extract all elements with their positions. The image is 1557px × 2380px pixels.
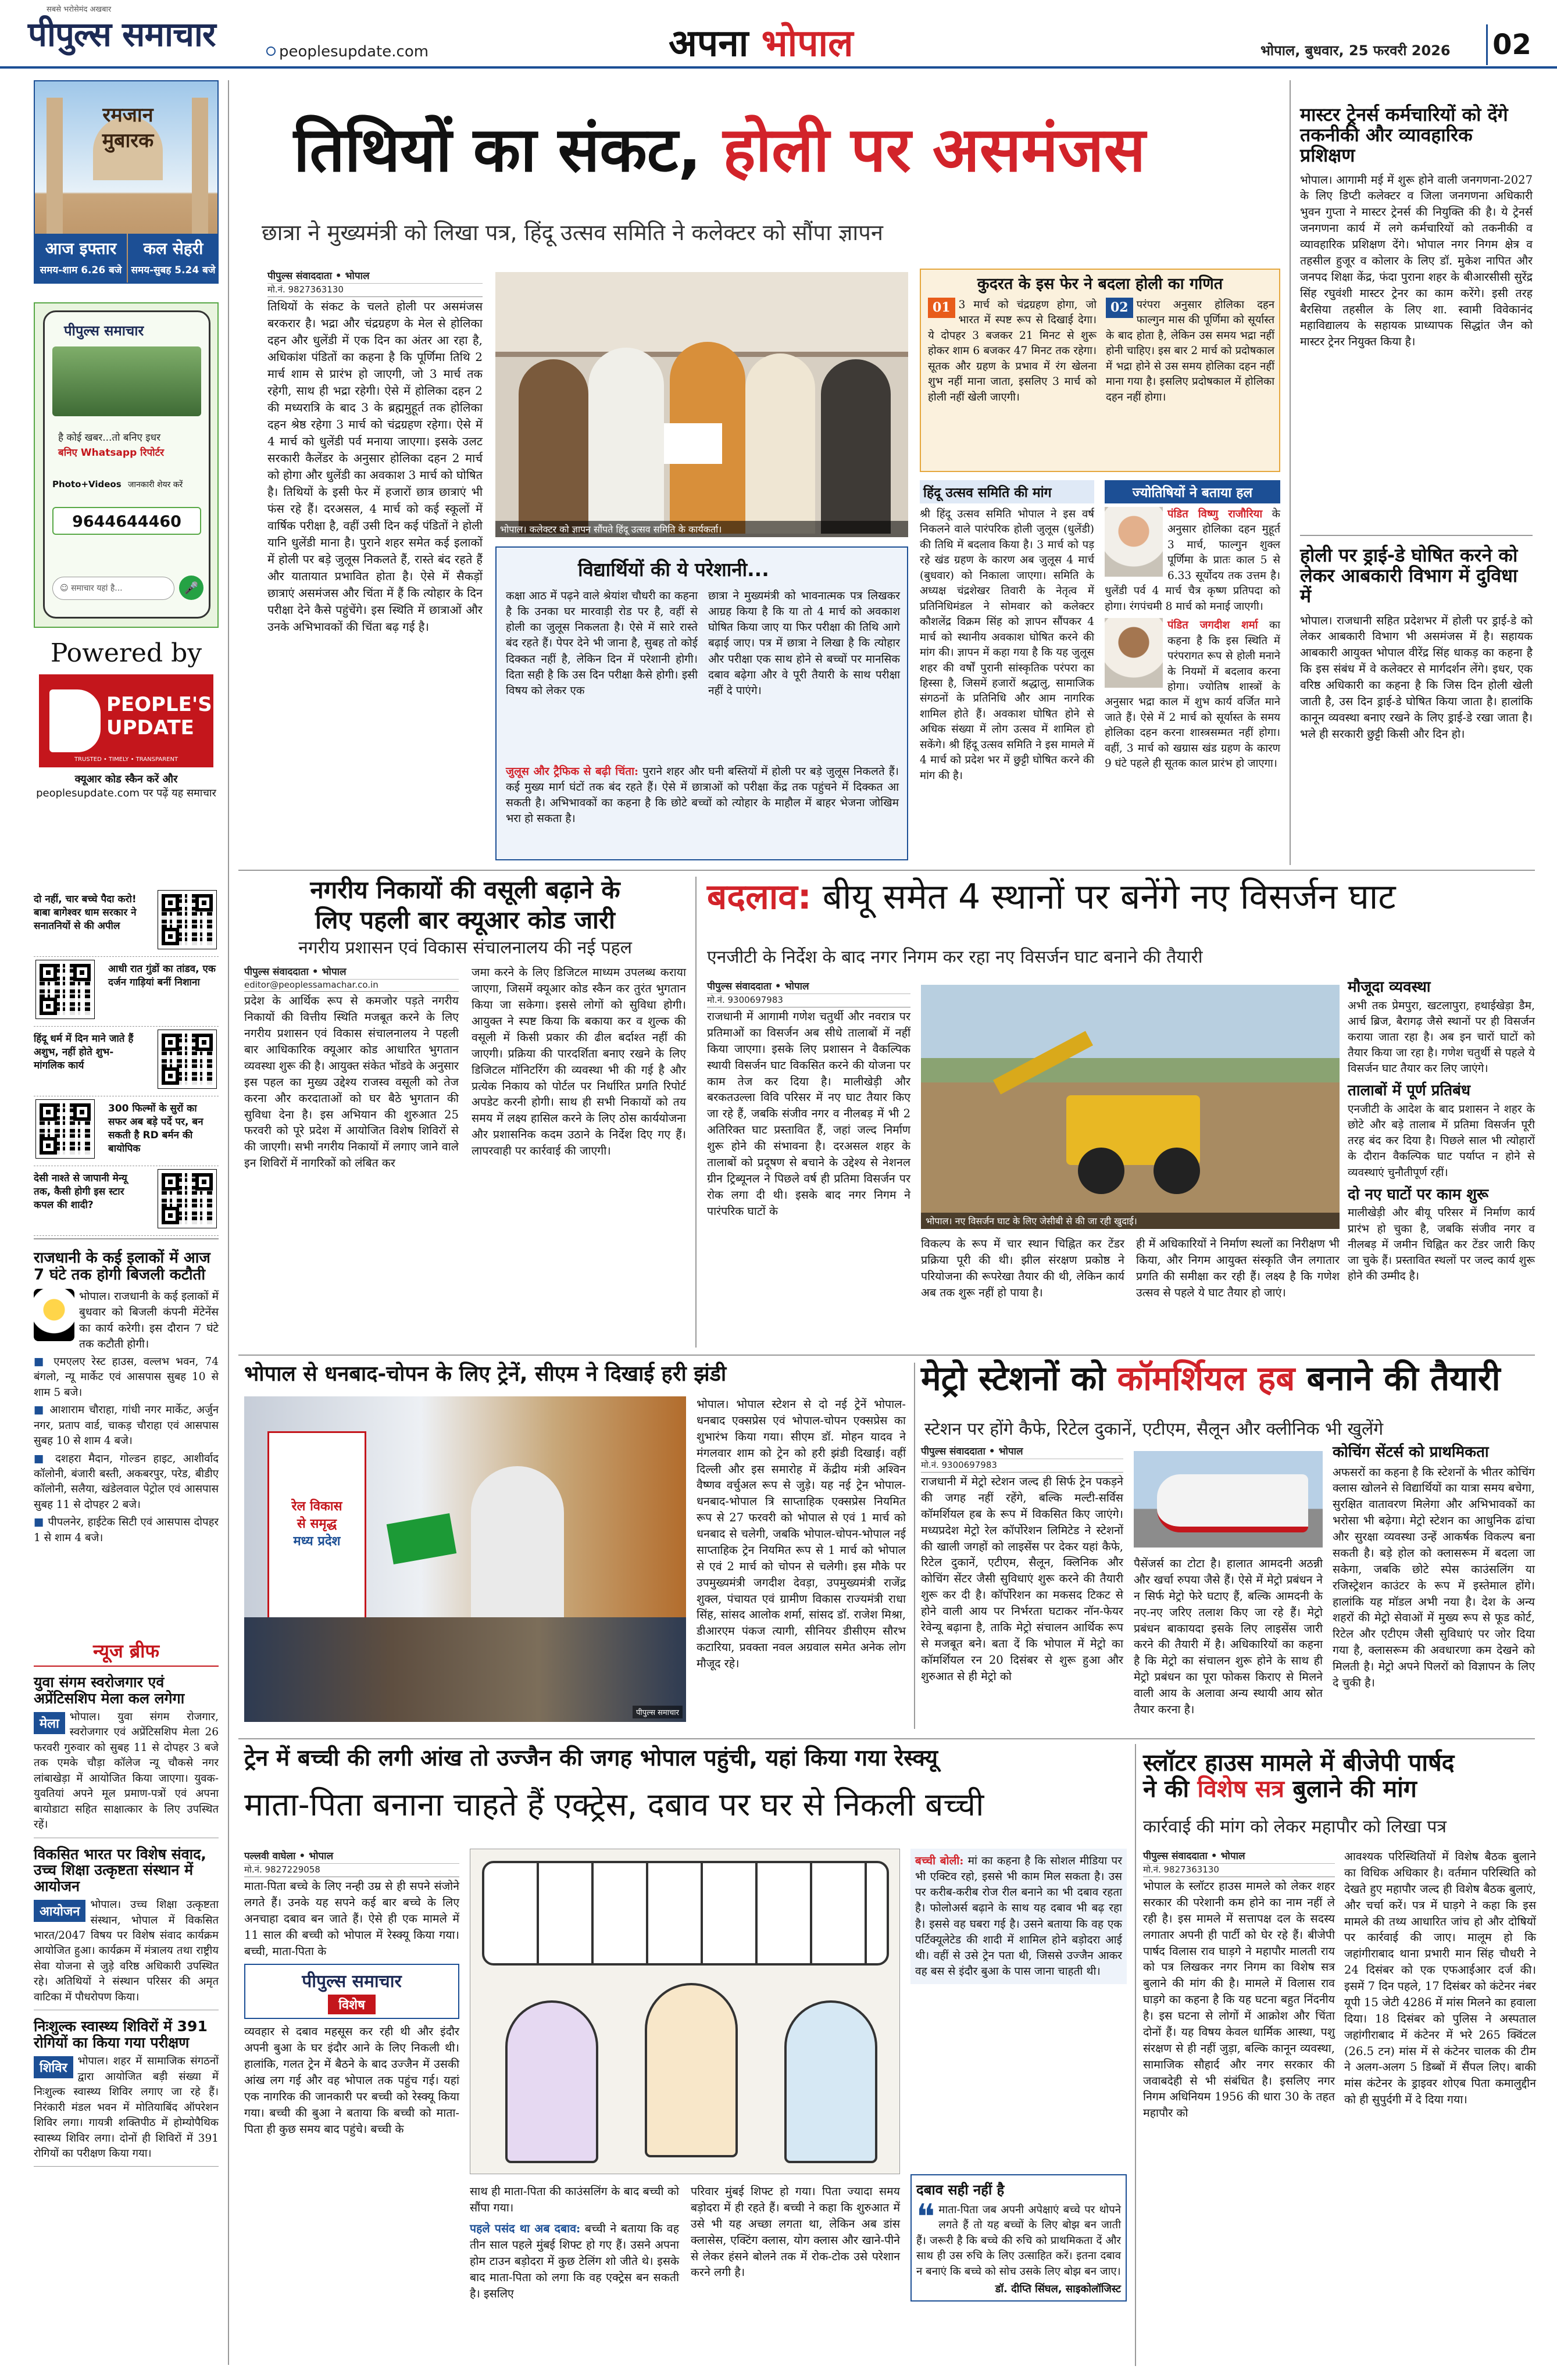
rescue-byline [244,1849,459,1877]
rescue-brand: पीपुल्स समाचार [302,1971,402,1992]
person-5 [821,359,891,534]
slaughter-title-a: स्लॉटर हाउस मामले में बीजेपी पार्षद [1143,1749,1455,1777]
brief-tag: शिविर [34,2056,73,2078]
students-box [495,546,908,860]
sehri-label: कल सेहरी [143,239,203,258]
trainers-title: मास्टर ट्रेनर्स कर्मचारियों को देंगे तकनीकी और व्यावहारिक प्रशिक्षण [1300,103,1508,167]
brief-tag: मेला [34,1712,65,1734]
brief-item [34,2018,219,2167]
power-cut-item-text: पीपलनेर, हाईटेक सिटी एवं आसपास दोपहर 1 से शाम 4 बजे। [34,1516,219,1544]
rail-banner [267,1431,366,1623]
nature-point-2 [1106,298,1274,405]
mic-icon[interactable]: 🎤 [179,576,203,600]
bullet-icon: ■ [34,1516,48,1529]
qr-story-item[interactable] [34,1029,219,1096]
astro-portrait-1 [1105,507,1163,577]
qr-story-text: दो नहीं, चार बच्चे पैदा करो! बाबा बागेश्वर धाम सरकार ने सनातनियों से की अपील [34,894,137,932]
rescue-expert-title: दबाव सही नहीं है [916,2182,1005,2198]
ramzan-title-2: मुबारक [102,129,154,152]
whatsapp-promo [34,302,219,628]
lead-deck: छात्रा ने मुख्यमंत्री को लिखा पत्र, हिंदू उत्सव समिति ने कलेक्टर को सौंपा ज्ञापन [262,220,883,245]
ghat-sidebar [1348,979,1535,1284]
scan-text: क्यूआर कोड स्कैन करें और [74,773,178,786]
jcb-wheel-2 [1154,1148,1200,1194]
iftar-box [35,234,127,284]
ghat-title: बीयू समेत 4 स्थानों पर बनेंगे नए विसर्जन घाट [822,877,1396,917]
ghat-col-2: विकल्प के रूप में चार स्थान चिह्नित कर टेंडर प्रक्रिया पूरी की थी। झील संरक्षण प्रकोष्ठ ने परियोजना की रूपरेखा तैयार की थी, लेकिन कार्य अब तक शुरू नहीं हो पाया है। [921,1237,1124,1299]
nature-point-1-text: 3 मार्च को चंद्रग्रहण होगा, जो भारत में स्पष्ट रूप से दिखाई देगा। ये दोपहर 3 बजकर 21 मिनट से शुरू होकर शाम 6 बजकर 47 मिनट तक रहेगा। सूतक और ग्रहण के प्रभाव में रंग खेलना शुभ नहीं माना जाता, इसलिए 3 मार्च को होली नहीं खेली जाएगी। [928,299,1097,403]
rescue-col-1-text: माता-पिता बच्चे के लिए नन्ही उम्र से ही सपने संजोने लगते हैं। उनके यह सपने कई बार बच्चे के लिए अनचाहा दबाव बन जाते हैं। ऐसे ही एक मामले में 11 साल की बच्ची को भोपाल में रेस्क्यू किया गया। बच्ची, माता-पिता के [244,1879,459,1958]
whatsapp-input[interactable] [52,577,174,600]
qr-story-title-1: नगरीय निकायों की वसूली बढ़ाने के [310,875,620,904]
brief-title: युवा संगम स्वरोजगार एवं अप्रेंटिसशिप मेला कल लगेगा [34,1674,185,1707]
rescue-quote-body: मां का कहना है कि सोशल मीडिया पर भी एक्टिव रहो, इससे भी काम मिल सकता है। उस पर करीब-करीब रोज रील बनाने का भी दबाव रहता है। फोलोअर्स बढ़ाने के साथ यह दबाव भी बढ़ रहा है। इससे वह घबरा गई है। उसने बताया कि वह एक पर्टिक्यूलेटेड की शादी में शामिल होने बड़ोदरा आई थी। वहीं से उसे ट्रेन पता थी, जिससे उज्जैन आकर वह बस से इंदौर बुआ के पास जाना चाहती थी। [915,1854,1122,1978]
jcb-arm [993,1031,1093,1094]
ghat-side-h2: तालाबों में पूर्ण प्रतिबंध [1348,1082,1470,1100]
ramzan-title-1: रमजान [102,103,153,127]
samiti-story [920,480,1094,784]
qr-finder-icon [162,1067,179,1085]
bulb-icon [34,1289,74,1341]
nature-point-2-num: 02 [1106,298,1133,318]
whatsapp-photo-label: Photo+Videos [52,479,122,489]
rescue-special-badge [244,1964,459,2019]
sehri-box [128,234,219,284]
students-foot-lead: जुलूस और ट्रैफिक से बढ़ी चिंता: [506,765,639,778]
qr-finder-icon [40,964,57,981]
astro-p2-text: का कहना है कि इस स्थिति में परंपरागत रूप से होली मनाने के नियमों में बदलाव करना होगा। ज्योतिष शास्त्रों के अनुसार भद्रा काल में शुभ कार्य वर्जित माने जाते हैं। ऐसे में 2 मार्च को सूर्यास्त के समय होलिका दहन करना शास्त्रसम्मत नहीं होगा। वहीं, 3 मार्च को खग्रास खंड ग्रहण के कारण 9 घंटे पहले ही सूतक काल प्रारंभ हो जाएगा। [1105,619,1280,770]
dryday-title: होली पर ड्राई-डे घोषित करने को लेकर आबकारी विभाग में दुविधा में [1300,544,1518,607]
ghat-photo-caption: भोपाल। नए विसर्जन घाट के लिए जेसीबी से की जा रही खुदाई। [921,1213,1340,1229]
lead-byline-text: पीपुल्स संवाददाता • भोपाल [267,270,370,282]
power-cut-item [34,1403,219,1449]
rescue-brand-tag: विशेष [328,1995,376,2014]
section-title [669,23,854,64]
iftar-time: समय-शाम 6.26 बजे [40,265,122,276]
trains-photo-credit: पीपुल्स समाचार [633,1706,683,1718]
iftar-label: आज इफ्तार [45,239,117,258]
whatsapp-brand: पीपुल्स समाचार [64,323,144,339]
slaughter-deck: कार्रवाई की मांग को लेकर महापौर को लिखा पत्र [1143,1817,1447,1837]
students-foot-text: पुराने शहर और घनी बस्तियों में होली पर बड़े जुलूस निकलते हैं। कई मुख्य मार्ग घंटों तक बंद रहते हैं। ऐसे में छात्राओं को परीक्षा केंद्र तक पहुंचने में दिक्कत आ सकती है। अभिभावकों का कहना है कि छोटे बच्चों को त्योहार के माहौल में बाहर भेजना जोखिम भरा हो सकता है। [506,765,899,826]
section-title-red: भोपाल [761,22,854,65]
qr-story-byline-text: पीपुल्स संवाददाता • भोपाल [244,966,347,978]
qr-story-text: हिंदू धर्म में दिन माने जाते हैं अशुभ, नहीं होते शुभ-मांगलिक कार्य [34,1033,134,1071]
metro-train [1157,1474,1308,1532]
qr-finder-icon [40,998,57,1015]
qr-story-mail: editor@peoplessamachar.co.in [244,979,459,990]
person-1 [519,359,588,534]
samiti-text: श्री हिंदू उत्सव समिति भोपाल ने इस वर्ष निकलने वाले पारंपरिक होली जुलूस (धुलेंडी) की तिथि में बदलाव किया है। 3 मार्च को पड़ रहे खंड ग्रहण के कारण अब जुलूस 4 मार्च (बुधवार) को निकाला जाएगा। समिति के अध्यक्ष चंद्रशेखर तिवारी के नेतृत्व में प्रतिनिधिमंडल ने सोमवार को कलेक्टर कौशलेंद्र विक्रम सिंह को ज्ञापन सौंपकर 4 मार्च को स्थानीय अवकाश घोषित करने की मांग की। ज्ञापन में कहा गया है कि यह जुलूस शहर की वर्षों पुरानी सांस्कृतिक परंपरा का हिस्सा है, जिसमें हजारों श्रद्धालु, सामाजिक संगठनों के प्रतिनिधि और आम नागरिक शामिल होते हैं। अवकाश घोषित होने से अधिक संख्या में लोग उत्सव में शामिल हो सकेंगे। श्री हिंदू उत्सव समिति ने इस मामले में 4 मार्च को प्रदेश भर में छुट्टी घोषित करने की मांग की है। [920,508,1094,782]
smile-icon: ☺ [60,584,69,593]
rescue-col-1b-text: व्यवहार से दबाव महसूस कर रही थी और इंदौर अपनी बुआ के घर इंदौर आने के लिए निकली थी। हालांकि, गलत ट्रेन में बैठने के बाद उज्जैन में उसकी आंख लग गई और वह भोपाल तक पहुंच गई। यहां एक नागरिक की जानकारी पर बच्ची को रेस्क्यू किया गया। बच्ची की बुआ ने बताया कि बच्ची को माता-पिता ही कुछ समय बाद पहुंचे। बच्ची के [244,2025,459,2136]
lead-body [267,269,483,635]
metro-title-a: मेट्रो स्टेशनों को [921,1359,1106,1398]
slaughter-title-c: बुलाने की मांग [1292,1775,1417,1803]
qr-story-deck: नगरीय प्रशासन एवं विकास संचालनालय की नई पहल [298,938,632,959]
slaughter-title-row [1143,1776,1538,1802]
train-sketch [482,1861,889,1966]
ghat-byline-text: पीपुल्स संवाददाता • भोपाल [707,981,809,992]
power-cut-story [34,1250,219,1546]
metro-body-1 [921,1444,1123,1684]
power-cut-item [34,1515,219,1546]
globe-icon [266,47,276,56]
qr-finder-icon [195,1034,213,1051]
memorandum-paper [664,423,722,464]
whatsapp-news-label: जानकारी शेयर करें [128,480,183,489]
ghat-byline [707,979,910,1007]
whatsapp-line2: बनिए Whatsapp रिपोर्टर [58,447,165,459]
slaughter-col-1-text: भोपाल के स्लॉटर हाउस मामले को लेकर शहर सरकार की परेशानी कम होने का नाम नहीं ले रही है। इस मामले में सत्तापक्ष दल के सदस्य लगातार अपनी ही पार्टी को घेर रहे हैं। बीजेपी पार्षद विलास राव घाड़गे ने महापौर मालती राय को पत्र लिखकर नगर निगम का विशेष सत्र बुलाने की मांग की है। मामले में विलास राव घाड़गे का कहना है कि यह घटना बहुत निंदनीय है। इस घटना से लोगों में आक्रोश और चिंता दोनों हैं। यह विषय केवल धार्मिक आस्था, पशु संरक्षण से ही नहीं जुड़ा, बल्कि कानून व्यवस्था, सामाजिक सौहार्द और नगर सरकार की जवाबदेही से भी संबंधित है। इसलिए नगर निगम अधिनियम 1956 की धारा 30 के तहत महापौर को [1143,1879,1335,2120]
qr-story-byline [244,964,459,992]
qr-finder-icon [162,894,179,912]
whatsapp-photo [52,346,201,416]
powered-label: Powered by [50,638,202,668]
trains-body: भोपाल। भोपाल स्टेशन से दो नई ट्रेनें भोपाल-धनबाद एक्सप्रेस एवं भोपाल-चोपन एक्सप्रेस का शुभारंभ किया गया। सीएम डॉ. मोहन यादव ने मंगलवार शाम को ट्रेन को हरी झंडी दिखाई। वहीं दिल्ली और इस समारोह में केंद्रीय मंत्री अश्विन वैष्णव वर्चुअल रूप से जुड़े। यह नई ट्रेन भोपाल-धनबाद-भोपाल त्रि साप्ताहिक एक्सप्रेस नियमित रूप से 27 फरवरी को भोपाल से एवं 1 मार्च को धनबाद से चलेगी, जबकि भोपाल-चोपन-भोपाल नई साप्ताहिक ट्रेन नियमित रूप से 1 मार्च को भोपाल से एवं 2 मार्च को चोपन से चलेगी। इस मौके पर उपमुख्यमंत्री जगदीश देवड़ा, उपमुख्यमंत्री राजेंद्र शुक्ल, पंचायत एवं ग्रामीण विकास राज्यमंत्री राधा सिंह, सांसद आलोक शर्मा, सांसद डॉ. राजेश मिश्रा, डीआरएम पंकज त्यागी, सीनियर डीसीएम सौरभ कटारिया, प्रवक्ता नवल अग्रवाल समेत अनेक लोग मौजूद रहे। [697,1398,906,1670]
nature-point-1-num: 01 [928,298,955,318]
minaret-left [47,98,63,237]
power-cut-title: राजधानी के कई इलाकों में आज 7 घंटे तक होगी बिजली कटौती [34,1249,210,1284]
logo-tag: TRUSTED • TIMELY • TRANSPARENT [74,756,178,763]
rescue-illustration [470,1849,900,2174]
whatsapp-line1: है कोई खबर...तो बनिए इधर [58,432,161,444]
qr-code-icon[interactable] [36,1100,94,1158]
trains-photo [244,1396,686,1722]
parent-right [784,2000,877,2163]
metro-byline [921,1444,1123,1473]
girl-sketch [645,1983,738,2157]
whatsapp-number[interactable]: 9644644460 [52,507,201,535]
rescue-expert-box [910,2174,1127,2302]
qr-code-icon[interactable] [158,891,216,949]
quote-icon: ❝ [916,2197,935,2238]
powered-by [34,639,219,800]
crowd [244,1617,686,1722]
students-foot [506,764,899,827]
brief-text: भोपाल। शहर में सामाजिक संगठनों द्वारा आयोजित बड़ी संख्या में निःशुल्क स्वास्थ्य शिविर लगाए जा रहे हैं। निरंकारी मंडल भवन में मोतियाबिंद ऑपरेशन शिविर लगा। गायत्री शक्तिपीठ में होम्योपैथिक स्वास्थ्य शिविर लगा। दोनों ही शिविरों में 391 रोगियों का परीक्षण किया गया। [34,2055,219,2160]
qr-finder-icon [40,1137,57,1155]
slaughter-byline [1143,1849,1335,1877]
rescue-headline: ट्रेन में बच्ची की लगी आंख तो उज्जैन की जगह भोपाल पहुंची, यहां किया गया रेस्क्यू [244,1745,938,1771]
ghat-side-p3: मालीखेड़ी और बीयू परिसर में निर्माण कार्य प्रारंभ हो चुका है, जबकि संजीव नगर व नीलबड़ में जमीन चिह्नित कर टेंडर जारी किए जा चुके हैं। प्रस्तावित स्थलों पर जल्द कार्य शुरू होने की उम्मीद है। [1348,1206,1535,1282]
brief-text: भोपाल। उच्च शिक्षा उत्कृष्टता संस्थान, भोपाल में विकसित भारत/2047 विषय पर विशेष संवाद कार्यक्रम आयोजित हुआ। कार्यक्रम में मंत्रालय तथा राष्ट्रीय सेवा योजना से जुड़े वरिष्ठ अधिकारी उपस्थित रहे। अतिथियों ने संस्थान परिसर की अमृत वाटिका में पौधरोपण किया। [34,1899,219,2003]
ghat-headline [707,878,1396,916]
students-col-2: छात्रा ने मुख्यमंत्री को भावनात्मक पत्र लिखकर आग्रह किया है कि या तो 4 मार्च को अवकाश घोषित किया जाए या फिर परीक्षा की तिथि आगे बढ़ाई जाए। पत्र में छात्रा ने लिखा है कि त्योहार और परीक्षा एक साथ होने से बच्चों पर मानसिक दबाव बढ़ेगा और वे पूरी तैयारी के साथ परीक्षा नहीं दे पाएंगे। [708,589,900,697]
qr-story-item[interactable] [34,1168,219,1236]
slaughter-title-red: विशेष सत्र [1197,1775,1285,1803]
lead-byline [267,269,483,297]
rail-banner-1: रेल विकास [291,1499,342,1514]
person-4 [745,353,815,534]
rescue-quote [910,1849,1127,1984]
masthead-tagline: सबसे भरोसेमंद अखबार [47,5,112,14]
logo-line2: UPDATE [106,716,194,740]
qr-story-list [34,889,219,1238]
brief-tag: आयोजन [34,1900,85,1922]
rescue-col-3: परिवार मुंबई शिफ्ट हो गया। पिता ज्यादा समय बड़ोदरा में ही रहते हैं। बच्ची ने कहा कि शुरुआत में उसे भी यह अच्छा लगता था, लेकिन अब डांस क्लासेस, एक्टिंग क्लास, योग क्लास और खाने-पीने से लेकर हंसने बोलने तक में रोक-टोक उसे परेशान करने लगी है। [691,2185,900,2279]
metro-byline-text: पीपुल्स संवाददाता • भोपाल [921,1446,1023,1457]
students-col-1: कक्षा आठ में पढ़ने वाले श्रेयांश चौधरी का कहना है कि उनका घर मारवाड़ी रोड पर है, वहीं से होली का जुलूस निकलता है। ऐसे में सारे रास्ते बंद रहते हैं। पेपर देने भी जाना है, सुबह तो कोई दिक्कत नहीं है, लेकिन दिन में परेशानी होगी। दिता सही है कि उस दिन परीक्षा कैसे होगी। इसी विषय को लेकर एक [506,589,698,697]
metro-mobile: मो.नं. 9300697983 [921,1459,1123,1471]
ramzan-box [34,80,219,284]
qr-finder-icon [195,1173,213,1191]
lead-mobile: मो.नं. 9827363130 [267,283,483,295]
power-cut-item [34,1452,219,1513]
qr-finder-icon [73,1103,91,1121]
astro-title: ज्योतिषियों ने बताया हल [1105,480,1280,503]
rescue-expert-name: डॉ. दीप्ति सिंघल, साइकोलॉजिस्ट [995,2283,1121,2296]
qr-finder-icon [73,964,91,981]
jcb-wheel-1 [1078,1148,1124,1194]
masthead-url[interactable]: peoplesupdate.com [279,43,429,60]
power-cut-intro: भोपाल। राजधानी के कई इलाकों में बुधवार को बिजली कंपनी मेंटेनेंस का कार्य करेगी। इस दौरान 7 घंटे तक कटौती होगी। [79,1290,219,1350]
lead-photo [495,272,908,537]
metro-title-red: कॉमर्शियल हब [1117,1359,1295,1398]
rescue-mobile: मो.नं. 9827229058 [244,1863,459,1875]
ghat-mobile: मो.नं. 9300697983 [707,994,910,1006]
brief-title: विकसित भारत पर विशेष संवाद, उच्च शिक्षा उत्कृष्टता संस्थान में आयोजन [34,1845,206,1895]
metro-col-1: राजधानी में मेट्रो स्टेशन जल्द ही सिर्फ ट्रेन पकड़ने की जगह नहीं रहेंगे, बल्कि मल्टी-सर्विस कॉमर्शियल हब के रूप में विकसित किए जाएंगे। मध्यप्रदेश मेट्रो रेल कॉर्पोरेशन लिमिटेड ने स्टेशनों की खाली जगहों को लाइसेंस पर देकर यहां कैफे, रिटेल दुकानें, एटीएम, सैलून, क्लिनिक और कोचिंग सेंटर जैसी सुविधाएं शुरू करने की तैयारी शुरू कर दी है। कॉर्पोरेशन का मकसद टिकट से होने वाली आय पर निर्भरता घटाकर नॉन-फेयर रेवेन्यू बढ़ाना है, ताकि मेट्रो संचालन आर्थिक रूप से मजबूत बने। बता दें कि भोपाल में मेट्रो का कॉमर्शियल रन 20 दिसंबर से शुरू हुआ और शुरुआत से ही मेट्रो को [921,1475,1123,1683]
news-brief-heading: न्यूज ब्रीफ [34,1638,219,1667]
slaughter-mobile: मो.नं. 9827363130 [1143,1863,1335,1875]
qr-finder-icon [40,1103,57,1121]
minaret-right [192,98,208,237]
rail-banner-3: मध्य प्रदेश [293,1534,341,1549]
slaughter-col-2: आवश्यक परिस्थितियों में विशेष बैठक बुलाने का विधिक अधिकार है। वर्तमान परिस्थिति को देखते हुए महापौर जल्द ही विशेष बैठक बुलाएं, और चर्चा करें। पत्र में घाड़गे ने कहा कि इस मामले की तथ्य आधारित जांच हो और दोषियों पर कार्रवाई की जाए। मालूम हो कि जहांगीराबाद थाना प्रभारी मान सिंह चौधरी ने 24 दिसंबर को एक एफआईआर दर्ज की। इसमें 7 दिन पहले, 17 दिसंबर को कंटेनर नंबर यूपी 15 जेटी 4286 में मांस मिलने का हवाला दिया। 18 दिसंबर को पुलिस ने अस्पताल जहांगीराबाद में कंटेनर में भरे 265 क्विंटल (26.5 टन) मांस में से कंटेनर चालक की टीम ने अलग-अलग 5 डिब्बों में सैंपल लिए। बाकी मांस कंटेनर के ड्राइवर शोएब पिता कमालुद्दीन को ही सुपुर्दगी में दे दिया गया। [1344,1850,1536,2107]
qr-code-icon[interactable] [158,1170,216,1228]
ghat-photo [921,985,1340,1229]
qr-story-col-1: प्रदेश के आर्थिक रूप से कमजोर पड़ते नगरीय निकायों की वित्तीय स्थिति मजबूत करने के लिए नगरीय प्रशासन एवं विकास संचालनालय ने पहली बार आधिकारिक क्यूआर कोड आधारित भुगतान व्यवस्था शुरू की है। आयुक्त संकेत भोंडवे के अनुसार इस पहल का मुख्य उद्देश्य राजस्व वसूली को तेज करना और करदाताओं को घर बैठे भुगतान की सुविधा देना है। इस अभियान की शुरुआत 25 फरवरी को पूरे प्रदेश में आयोजित विशेष शिविरों से की जाएगी। सभी नगरीय निकायों में लगाए जाने वाले इन शिविरों में नागरिकों को लंबित कर [244,994,459,1170]
qr-story-text: आधी रात गुंडों का तांडव, एक दर्जन गाड़ियां बनीं निशाना [108,963,216,988]
rescue-expert-text: माता-पिता जब अपनी अपेक्षाएं बच्चे पर थोपने लगते हैं तो यह बच्चों के लिए बोझ बन जाती हैं। जरूरी है कि बच्चे की रुचि को प्राथमिकता दें और साथ ही उस रुचि के लिए उत्साहित करें। इतना दबाव न बनाएं कि बच्चे को सोच उसके लिए बोझ बन जाए। [916,2204,1121,2278]
astro-p2-name: पंडित जगदीश शर्मा [1167,619,1258,632]
astro-p1-text: के अनुसार होलिका दहन मुहूर्त 3 मार्च, फाल्गुन शुक्ल पूर्णिमा के प्रातः काल 5 से 6.33 सूर्योदय तक उत्तम है। धुलेंडी पर्व 4 मार्च चैत्र कृष्ण प्रतिपदा को होगा। रंगपंचमी 8 मार्च को मनाई जाएगी। [1105,508,1280,613]
logo-p-icon [49,689,101,752]
rescue-col-2-text: बच्ची ने बताया कि वह तीन साल पहले मुंबई शिफ्ट हो गए हैं। उसने अपना होम टाउन बड़ोदरा में कुछ टेलिंग शो जीते थे। इसके बाद माता-पिता को लगा कि वह एक्ट्रेस बन सकती है। इसलिए [470,2222,679,2300]
rescue-col-2a: साथ ही माता-पिता की काउंसलिंग के बाद बच्ची को सौंपा गया। [470,2185,679,2214]
slaughter-title-b: ने की [1143,1775,1190,1803]
ghat-kicker: बदलाव: [707,877,812,917]
rescue-col-2b [470,2221,679,2302]
section-title-black: अपना [669,22,749,65]
qr-story-text: 300 फिल्मों के सुरों का सफर अब बड़े पर्दे पर, बन सकती है RD बर्मन की बायोपिक [108,1103,203,1155]
ghat-col-1: राजधानी में आगामी गणेश चतुर्थी और नवरात्र पर प्रतिमाओं का विसर्जन अब सीधे तालाबों में नहीं किया जाएगा। इसके लिए प्रशासन ने वैकल्पिक स्थायी विसर्जन घाट विकसित करने की योजना पर काम तेज कर दिया है। मालीखेड़ी और बरकतउल्ला विवि परिसर में नए घाट तैयार किए जा रहे हैं, जबकि संजीव नगर व नीलबड़ में भी 2 अतिरिक्त घाट प्रस्तावित हैं, जहां जल्द निर्माण शुरू होने की संभावना है। दरअसल शहर के तालाबों को प्रदूषण से बचाने के उद्देश्य से नेशनल ग्रीन ट्रिब्यूनल ने पिछले वर्ष ही प्रतिमा विसर्जन पर रोक लगा दी थी। इसके बाद नगर निगम ने पारंपरिक घाटों के [707,1010,910,1218]
qr-code-icon[interactable] [36,960,94,1019]
whatsapp-input-placeholder: समाचार यहां है... [71,584,123,593]
masthead [0,0,1557,69]
sehri-time: समय-सुबह 5.24 बजे [131,265,216,276]
qr-finder-icon [195,894,213,912]
rescue-col-2-heading: पहले पसंद था अब दबाव: [470,2222,581,2235]
qr-story-item[interactable] [34,889,219,957]
dryday-text: भोपाल। राजधानी सहित प्रदेशभर में होली पर ड्राई-डे को लेकर आबकारी विभाग भी असमंजस में है। सहायक आबकारी आयुक्त भोपाल वीरेंद्र सिंह धाकड़ का कहना है कि इस संबंध में वे कलेक्टर से मार्गदर्शन लेंगे। इधर, एक वरिष्ठ अधिकारी का कहना है कि जिस दिन होली खेली जाती है, उस दिन ड्राई-डे घोषित किया जाता है। हालांकि कानून व्यवस्था बनाए रखने के लिए ड्राई-डे रखा जाता है। भले ही सरकारी छुट्टी किसी और दिन हो। [1300,613,1533,741]
power-cut-items [34,1355,219,1546]
slaughter-col-1 [1143,1849,1335,2121]
astro-portrait-2 [1105,618,1163,688]
green-flag [387,1513,456,1564]
rescue-byline-text: पल्लवी वाघेला • भोपाल [244,1850,334,1862]
students-box-title: विद्यार्थियों की ये परेशानी... [578,558,769,581]
rescue-deck: माता-पिता बनाना चाहते हैं एक्ट्रेस, दबाव पर घर से निकली बच्ची [244,1786,984,1823]
metro-side-text: अफसरों का कहना है कि स्टेशनों के भीतर कोचिंग क्लास खोलने से विद्यार्थियों का यात्रा समय बचेगा, सुरक्षित वातावरण मिलेगा और अभिभावकों का भरोसा भी बढ़ेगा। मेट्रो स्टेशन का आधुनिक ढांचा और सुरक्षा व्यवस्था उन्हें आकर्षक विकल्प बना सकती है। बड़े होल को क्लासरूम में बदला जा सकेगा, जबकि छोटे स्पेस काउंसलिंग या रजिस्ट्रेशन काउंटर के रूप में इस्तेमाल होंगे। हालांकि यह मॉडल अभी नया है। देश के अन्य शहरों की मेट्रो सेवाओं में मुख्य रूप से फूड कोर्ट, रिटेल और एटीएम जैसी सुविधाएं पर जोर दिया गया है, क्लासरूम की अवधारणा कम देखने को मिलती है। मेट्रो अपने पिलरों को विज्ञापन के लिए दे चुकी है। [1333,1465,1535,1689]
nature-point-1 [928,298,1097,405]
trainers-text: भोपाल। आगामी मई में शुरू होने वाली जनगणना-2027 के लिए डिप्टी कलेक्टर व जिला जनगणना अधिकारी भुवन गुप्ता ने मास्टर ट्रेनर्स की नियुक्ति की है। ये ट्रेनर्स जनगणना कार्य में लगे कर्मचारियों को तकनीकी व व्यावहारिक प्रशिक्षण देंगे। भोपाल नगर निगम क्षेत्र व तहसील हुजूर व कोलार के लिए डॉ. मुकेश नापित और जनपद शिक्षा केंद्र, फंदा पुराना शहर के बीआरसीसी सुरेंद्र सिंह रघुवंशी मास्टर ट्रेनर का काम करेंगे। इसी तरह बैरसिया तहसील के लिए शा. स्वामी विवेकानंद महाविद्यालय के सहायक प्राध्यापक सिद्धांत जैन को मास्टर ट्रेनर नियुक्त किया है। [1300,173,1533,349]
lead-headline-red: होली पर असमंजस [723,114,1146,185]
masthead-date: भोपाल, बुधवार, 25 फरवरी 2026 [1260,42,1451,59]
power-cut-item-text: दशहरा मैदान, गोल्डन हाइट, आशीर्वाद कॉलोनी, बंजारी बस्ती, अकबरपुर, परेड, बीडीए कॉलोनी, सलैया, खंडेलवाल पेट्रोल एवं आसपास सुबह 11 से दोपहर 2 बजे। [34,1452,219,1511]
qr-finder-icon [162,1207,179,1224]
power-cut-item-text: आशाराम चौराहा, गांधी नगर मार्केट, अर्जुन नगर, प्रताप वार्ड, चाकड़ चौराहा एवं आसपास सुबह 10 से शाम 4 बजे। [34,1404,219,1448]
astro-story [1105,480,1280,772]
astro-p1-name: पंडित विष्णु राजौरिया [1167,508,1263,520]
qr-story-col-2: जमा करने के लिए डिजिटल माध्यम उपलब्ध कराया जाएगा, जिसमें क्यूआर कोड स्कैन कर तुरंत भुगतान किया जा सकेगा। इससे लोगों को सुविधा होगी। आयुक्त ने स्पष्ट किया कि बकाया कर व शुल्क की वसूली में किसी प्रकार की ढील बर्दाश्त नहीं की जाएगी। प्रक्रिया की पारदर्शिता बनाए रखने के लिए डिजिटल मॉनिटरिंग की व्यवस्था भी की गई है और प्रत्येक निकाय को पोर्टल पर निर्धारित प्रगति रिपोर्ट अपडेट करनी होगी। साथ ही सभी निकायों को तय समय में लक्ष्य हासिल करने के लिए ठोस कार्ययोजना और प्रशासनिक कदम उठाने के निर्देश दिए गए हैं। लापरवाही पर कार्रवाई की जाएगी। [472,966,686,1157]
bullet-icon: ■ [34,1355,54,1368]
rescue-quote-lead: बच्ची बोली: [915,1854,964,1867]
qr-story-text: देसी नाश्ते से जापानी मेन्यू तक, कैसी होगी इस स्टार कपल की शादी? [34,1173,127,1211]
brief-text: भोपाल। युवा संगम रोजगार, स्वरोजगार एवं अप्रेंटिसशिप मेला 26 फरवरी गुरुवार को सुबह 11 से दोपहर 3 बजे तक एमके चौड़ा कॉलेज न्यू चौकसे नगर लांबाखेड़ा में आयोजित किया जाएगा। युवक-युवतियां अपने मूल प्रमाण-पत्रों एवं अपना बायोडाटा सहित साक्षात्कार के लिए उपस्थित रहें। [34,1711,219,1831]
trainers-story [1300,105,1533,350]
nature-title: कुदरत के इस फेर ने बदला होली का गणित [977,275,1223,293]
metro-headline [921,1360,1500,1398]
bullet-icon: ■ [34,1404,50,1417]
dryday-story [1300,545,1533,742]
ghat-body-1 [707,979,910,1219]
parent-left [505,2000,598,2163]
metro-sidebar [1333,1444,1535,1691]
metro-title-b: बनाने की तैयारी [1306,1359,1501,1398]
nature-box [920,269,1280,472]
qr-code-story [244,877,686,1171]
qr-finder-icon [162,1034,179,1051]
lead-headline [294,116,1145,184]
rail-banner-2: से समृद्ध [297,1517,337,1531]
ghat-side-p1: अभी तक प्रेमपुरा, खटलापुरा, हथाईखेड़ा डैम, आर्च ब्रिज, बैरागढ़ जैसे स्थानों पर ही विसर्जन कराया जाता रहा है। अब इन चारों घाटों को तैयार किया जा रहा है। गणेश चतुर्थी से पहले ये विसर्जन घाट तैयार कर लिए जाएंगे। [1348,999,1535,1075]
trains-headline: भोपाल से धनबाद-चोपन के लिए ट्रेनें, सीएम ने दिखाई हरी झंडी [244,1362,727,1386]
nature-point-2-text: परंपरा अनुसार होलिका दहन फाल्गुन मास की पूर्णिमा को सूर्यास्त के बाद होता है, लेकिन उस समय भद्रा नहीं होनी चाहिए। इस बार 2 मार्च को प्रदोषकाल में भद्रा होने से उस समय होलिका दहन नहीं माना गया है। इसलिए प्रदोषकाल में होलिका दहन नहीं होगा। [1106,299,1274,403]
page-number: 02 [1486,24,1536,65]
lead-text: तिथियों के संकट के चलते होली पर असमंजस बरकरार है। भद्रा और चंद्रग्रहण के मेल से होलिका दहन और धुलेंडी में एक दिन का अंतर आ रहा है, अधिकांश पंडितों का कहना है कि पूर्णिमा तिथि 2 मार्च शाम से प्रारंभ हो जाएगी, जो 3 मार्च तक रहेगी, साथ ही भद्रा रहेगी। ऐसे में होलिका दहन 2 की मध्यरात्रि के बाद 3 के ब्रह्ममुहूर्त तक होलिका दहन श्रेष्ठ रहेगा 3 मार्च को चंद्रग्रहण रहेगा। ऐसे में 4 मार्च को धुलेंडी पर्व मनाया जाएगा। इसके उलट सरकारी कैलेंडर के अनुसार होलिका दहन 2 मार्च को होगा और धुलेंडी का अवकाश 3 मार्च को घोषित है। तिथियों के इसी फेर में हजारों छात्र छात्राएं भी फंस रहे हैं। दरअसल, 4 मार्च को कई स्कूलों में वार्षिक परीक्षा है, वहीं उसी दिन कई पंडितों ने होली यानि धुलेंडी माना है। पुराने शहर समेत कई इलाकों में होली पर बड़े जुलूस निकलते हैं, रास्ते बंद रहते हैं और यातायात प्रभावित होता है। ऐसे में सैकड़ों छात्राएं असमंजस और चिंता में हैं कि त्योहार के दिन परीक्षा देने कैसे पहुंचेंगे। इस स्थिति में छात्राओं और उनके अभिभावकों की चिंता बढ़ गई है। [267,299,483,634]
metro-deck: स्टेशन पर होंगे कैफे, रिटेल दुकानें, एटीएम, सैलून और क्लीनिक भी खुलेंगे [924,1419,1384,1439]
bullet-icon: ■ [34,1452,56,1465]
ghat-side-h3: दो नए घाटों पर काम शुरू [1348,1185,1489,1203]
rescue-quote-text [915,1853,1122,1979]
samiti-title: हिंदू उत्सव समिति की मांग [920,480,1094,503]
power-cut-item [34,1355,219,1400]
power-cut-item-text: एमएलए रेस्ट हाउस, वल्लभ भवन, 74 बंगलो, न्यू मार्केट एवं आसपास सुबह 10 से शाम 5 बजे। [34,1355,219,1399]
qr-finder-icon [162,1173,179,1191]
qr-code-icon[interactable] [158,1030,216,1088]
slaughter-headline [1143,1750,1538,1802]
peoples-update-logo [39,674,213,767]
brief-title: निःशुल्क स्वास्थ्य शिविरों में 391 रोगियों का किया गया परीक्षण [34,2018,208,2051]
masthead-logo: पीपुल्स समाचार [28,15,216,54]
ghat-side-p2: एनजीटी के आदेश के बाद प्रशासन ने शहर के छोटे और बड़े तालाब में प्रतिमा विसर्जन पूरी तरह बंद कर दिया है। पिछले साल भी त्योहारों के दौरान वैकल्पिक घाट पर्याप्त न होने से व्यवस्थाएं चुनौतीपूर्ण रहीं। [1348,1102,1535,1179]
brief-item [34,1674,219,1838]
slaughter-byline-text: पीपुल्स संवाददाता • भोपाल [1143,1850,1245,1862]
qr-finder-icon [162,928,179,945]
lead-headline-black: तिथियों का संकट, [294,114,702,185]
ghat-col-3: ही में अधिकारियों ने निर्माण स्थलों का निरीक्षण भी किया, और निगम आयुक्त संस्कृति जैन लगातार प्रगति की समीक्षा कर रही हैं। लक्ष्य है कि गणेश उत्सव से पहले ये घाट तैयार हो जाएं। [1136,1237,1340,1299]
logo-line1: PEOPLE'S [106,693,212,717]
qr-story-item[interactable] [34,1099,219,1166]
brief-item [34,1846,219,2011]
news-brief-list [34,1674,219,2175]
person-2 [588,348,664,534]
lead-photo-caption: भोपाल। कलेक्टर को ज्ञापन सौंपते हिंदू उत्सव समिति के कार्यकर्ता। [495,521,908,537]
scan-site[interactable]: peoplesupdate.com पर पढ़ें यह समाचार [36,787,216,800]
metro-col-2: पैसेंजर्स का टोटा है। हालात आमदनी अठन्नी और खर्चा रुपया जैसे हैं। ऐसे में मेट्रो प्रबंधन ने न सिर्फ मेट्रो फेरे घटाए हैं, बल्कि आमदनी के नए-नए जरिए तलाश किए जा रहे हैं। मेट्रो प्रबंधन बाकायदा इसके लिए लाइसेंस जारी करने की तैयारी में है। अधिकारियों का कहना है कि मेट्रो का संचालन शुरू होने के साथ ही मेट्रो प्रबंधन का पूरा फोकस किराए से मिलने वाली आय के अलावा अन्य स्थायी आय स्रोत तैयार करना है। [1134,1557,1323,1716]
qr-story-item[interactable] [34,959,219,1027]
metro-photo [1134,1451,1323,1548]
rescue-col-1 [244,1849,459,2138]
metro-side-title: कोचिंग सेंटर्स को प्राथमिकता [1333,1443,1489,1461]
ghat-side-h1: मौजूदा व्यवस्था [1348,978,1431,996]
ghat-deck: एनजीटी के निर्देश के बाद नगर निगम कर रहा नए विसर्जन घाट बनाने की तैयारी [707,947,1203,967]
qr-story-title-2: लिए पहली बार क्यूआर कोड जारी [315,906,615,935]
